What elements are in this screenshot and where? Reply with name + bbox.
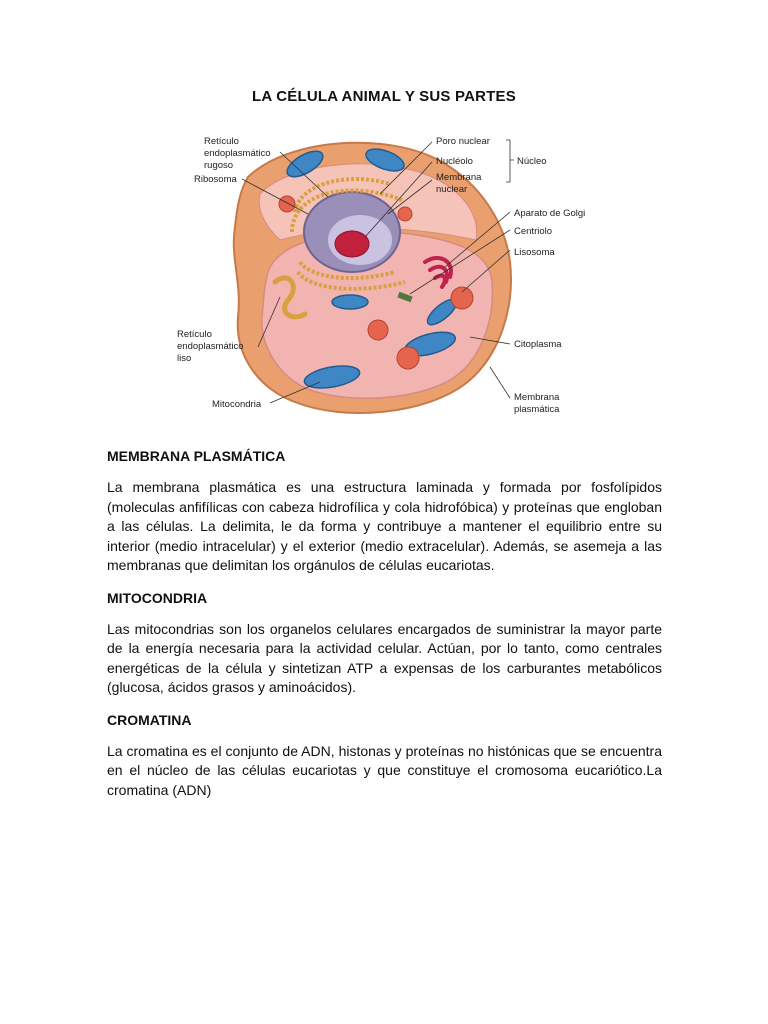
label-reticulo-liso-2: endoplasmático <box>177 341 244 352</box>
animal-cell-diagram <box>177 122 600 427</box>
nucleolus-shape <box>335 231 369 257</box>
section-cromatina <box>107 712 662 801</box>
lysosome-2 <box>368 320 388 340</box>
label-membrana-plasmatica-2: plasmática <box>514 404 560 415</box>
section-title: CROMATINA <box>107 711 192 728</box>
label-reticulo-rugoso-2: endoplasmático <box>204 148 271 159</box>
label-reticulo-rugoso-3: rugoso <box>204 160 234 171</box>
section-title: MITOCONDRIA <box>107 589 208 606</box>
lysosome-5 <box>398 207 412 221</box>
label-centriolo: Centriolo <box>514 226 553 237</box>
label-lisosoma: Lisosoma <box>514 247 555 258</box>
label-membrana-plasmatica-1: Membrana <box>514 392 560 403</box>
document-body <box>107 448 662 814</box>
section-paragraph: Las mitocondrias son los organelos celulares encargados de suministrar la mayor parte de la energía necesaria para la actividad celular. Actúan, por lo tanto, como centrales energéticas de la célula y sintetizan ATP a expensas de los carburantes metabólicos (glucosa, ácidos grasos y aminoácidos). <box>107 620 662 695</box>
label-nucleo: Núcleo <box>517 156 547 167</box>
label-reticulo-liso-3: liso <box>177 353 192 364</box>
mitochondrion-5 <box>332 295 368 309</box>
cell-illustration <box>177 122 600 427</box>
section-mitocondria <box>107 590 662 698</box>
label-reticulo-rugoso-1: Retículo <box>204 136 239 147</box>
label-nucleolo: Nucléolo <box>436 156 473 167</box>
label-citoplasma: Citoplasma <box>514 339 562 350</box>
lysosome-1 <box>451 287 473 309</box>
label-aparato-golgi: Aparato de Golgi <box>514 208 586 219</box>
label-membrana-nuclear-2: nuclear <box>436 184 468 195</box>
label-membrana-nuclear-1: Membrana <box>436 172 482 183</box>
label-poro-nuclear: Poro nuclear <box>436 136 490 147</box>
section-paragraph: La membrana plasmática es una estructura laminada y formada por fosfolípidos (moleculas anfifílicas con cabeza hidrofílica y cola hidrofóbica) y proteínas que engloban a las células. La delimita, le da forma y contribuye a mantener el equilibrio entre su interior (medio intracelular) y el exterior (medio extracelular). Además, se asemeja a las membranas que delimitan los orgánulos de células eucariotas. <box>107 479 662 573</box>
label-mitocondria: Mitocondria <box>212 399 262 410</box>
label-reticulo-liso-1: Retículo <box>177 329 212 340</box>
lysosome-3 <box>397 347 419 369</box>
section-paragraph: La cromatina es el conjunto de ADN, histonas y proteínas no histónicas que se encuentra en el núcleo de las células eucariotas y que constituye el cromosoma eucariótico.La cromatina (ADN) <box>107 742 662 798</box>
section-title: MEMBRANA PLASMÁTICA <box>107 448 286 464</box>
page-title: LA CÉLULA ANIMAL Y SUS PARTES <box>252 88 516 105</box>
lysosome-4 <box>279 196 295 212</box>
section-membrana-plasmatica <box>107 448 662 576</box>
label-ribosoma: Ribosoma <box>194 174 237 185</box>
